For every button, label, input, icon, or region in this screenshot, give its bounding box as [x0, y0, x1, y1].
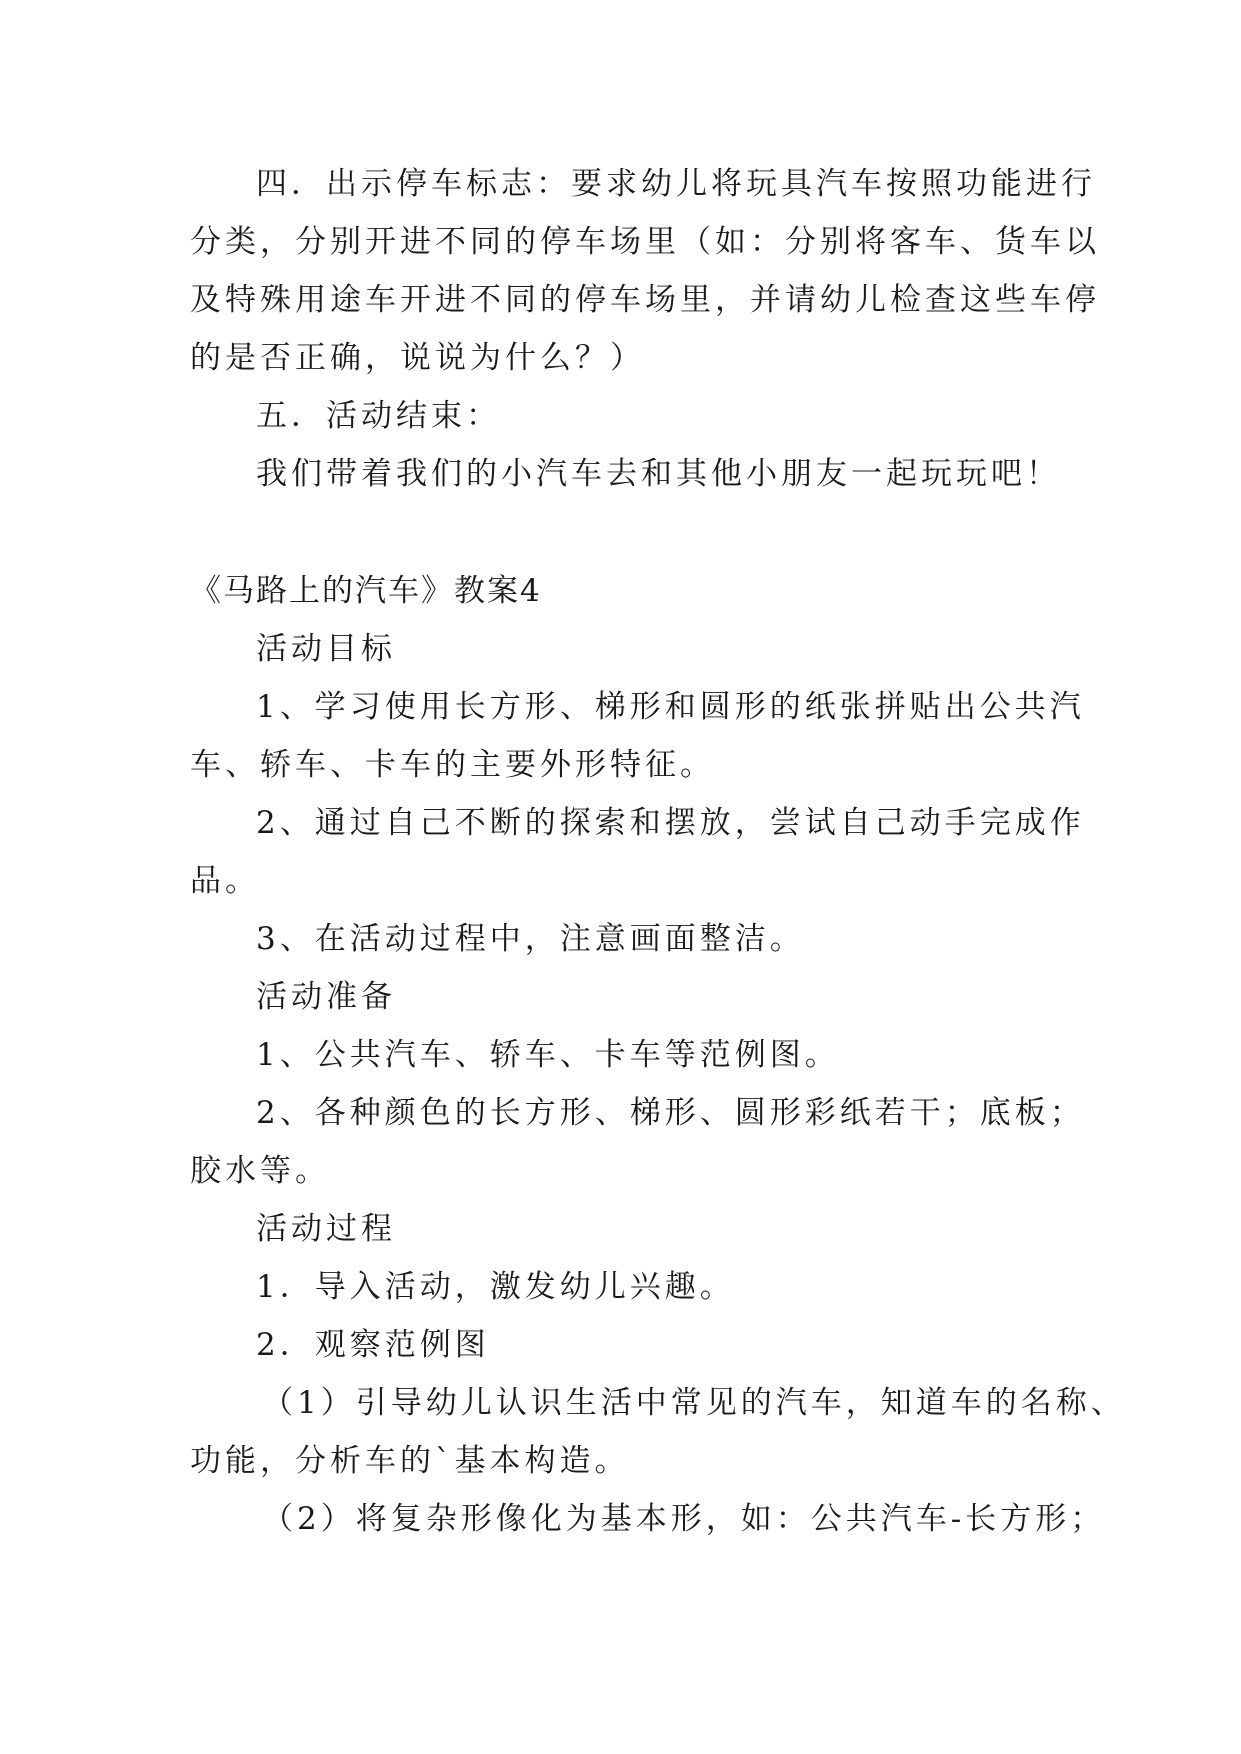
section-heading: 活动准备: [256, 979, 396, 1015]
section-heading: 五．活动结束：: [256, 398, 501, 434]
list-item-continuation: 车、轿车、卡车的主要外形特征。: [190, 747, 715, 783]
paragraph-line: 及特殊用途车开进不同的停车场里，并请幼儿检查这些车停: [190, 282, 1100, 318]
paragraph-line: 四．出示停车标志：要求幼儿将玩具汽车按照功能进行: [256, 166, 1096, 202]
sub-list-item-continuation: 功能，分析车的`基本构造。: [190, 1443, 630, 1479]
sub-list-item: （1）引导幼儿认识生活中常见的汽车，知道车的名称、: [262, 1385, 1126, 1421]
list-item-continuation: 品。: [190, 863, 260, 899]
list-item: 1、公共汽车、轿车、卡车等范例图。: [256, 1037, 840, 1073]
list-item: 2、各种颜色的长方形、梯形、圆形彩纸若干；底板；: [256, 1095, 1085, 1131]
list-item-continuation: 胶水等。: [190, 1153, 330, 1189]
document-title: 《马路上的汽车》教案4: [190, 573, 542, 609]
paragraph-line: 的是否正确，说说为什么？）: [190, 340, 645, 376]
section-heading: 活动过程: [256, 1211, 396, 1247]
sub-list-item: （2）将复杂形像化为基本形，如：公共汽车-长方形；: [262, 1501, 1106, 1537]
section-heading: 活动目标: [256, 631, 396, 667]
paragraph-line: 分类，分别开进不同的停车场里（如：分别将客车、货车以: [190, 224, 1100, 260]
list-item: 2．观察范例图: [256, 1327, 490, 1363]
list-item: 1．导入活动，激发幼儿兴趣。: [256, 1269, 735, 1305]
list-item: 3、在活动过程中，注意画面整洁。: [256, 921, 805, 957]
list-item: 1、学习使用长方形、梯形和圆形的纸张拼贴出公共汽: [256, 689, 1085, 725]
list-item: 2、通过自己不断的探索和摆放，尝试自己动手完成作: [256, 805, 1085, 841]
paragraph-line: 我们带着我们的小汽车去和其他小朋友一起玩玩吧！: [256, 456, 1061, 492]
